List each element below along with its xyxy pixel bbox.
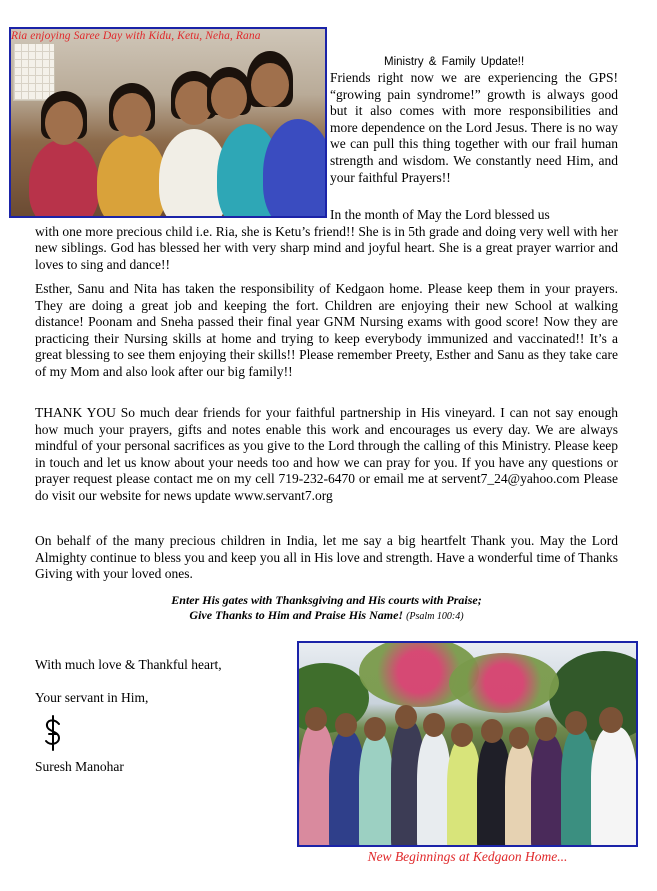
closing-line: With much love & Thankful heart, xyxy=(35,657,222,672)
verse-reference: (Psalm 100:4) xyxy=(406,611,464,622)
photo-bottom-caption: New Beginnings at Kedgaon Home... xyxy=(367,849,568,864)
verse-line-2: Give Thanks to Him and Praise His Name! xyxy=(189,608,404,622)
paragraph-ria-body: with one more precious child i.e. Ria, she is Ketu’s friend!! She is in 5th grade and doing very well with her new siblings. God has blessed her with very sharp mind and joyful heart. She is a great prayer warrior and loves to sing and dance!! xyxy=(35,223,618,272)
paragraph-ria-first-line: In the month of May the Lord blessed us xyxy=(330,207,550,222)
photo-top-caption: Ria enjoying Saree Day with Kidu, Ketu, Neha, Rana xyxy=(11,30,261,42)
intro-paragraph: Friends right now we are experiencing the GPS! “growing pain syndrome!” growth is always good but it also comes with more responsibilities and more dependence on the Lord Jesus. There is no way we can pull this thing together with our frail human strength and wisdom. We constantly need Him, and your faithful Prayers!! xyxy=(330,70,618,185)
wall-calendar xyxy=(13,43,55,101)
signature-mark xyxy=(40,714,66,752)
scripture-verse xyxy=(35,593,618,624)
paragraph-kedgaon: Esther, Sanu and Nita has taken the responsibility of Kedgaon home. Please keep them in your prayers. They are doing a great job and keeping the fort. Children are enjoying their new School at walking distance! Poonam and Sneha passed their final year GNM Nursing exams with good score! Now they are practicing their Nursing skills at home and trying to keep everybody immunized and vaccinated!! It’s a great blessing to see them enjoying their skills!! Please remember Preety, Esther and Sanu as they take care of my Mom and also look after our big family!! xyxy=(35,281,618,379)
page-title: Ministry & Family Update!! xyxy=(384,56,525,68)
photo-saree-day xyxy=(9,27,327,218)
paragraph-thank-you: THANK YOU So much dear friends for your faithful partnership in His vineyard. I can not say enough how much your prayers, gifts and notes enable this work and encourages us every day. We are always mindful of your personal sacrifices as you give to the Lord through the calling of this Ministry. Please keep in touch and let us know about your needs too and how we can pray for you. If you have any questions or prayer request please contact me on my cell 719-232-6470 or email me at servent7_24@yahoo.com Please do visit our website for news update www.servant7.org xyxy=(35,405,618,503)
paragraph-ria xyxy=(35,207,618,273)
verse-line-1: Enter His gates with Thanksgiving and His courts with Praise; xyxy=(171,593,482,607)
photo-kedgaon-group xyxy=(297,641,638,847)
paragraph-blessing: On behalf of the many precious children in India, let me say a big heartfelt Thank you. May the Lord Almighty continue to bless you and keep you all in His love and strength. Have a wonderful time of Thanks Giving with your loved ones. xyxy=(35,533,618,582)
signer-name: Suresh Manohar xyxy=(35,759,124,774)
servant-line: Your servant in Him, xyxy=(35,690,149,705)
verse-line-2-wrapper xyxy=(35,608,618,624)
